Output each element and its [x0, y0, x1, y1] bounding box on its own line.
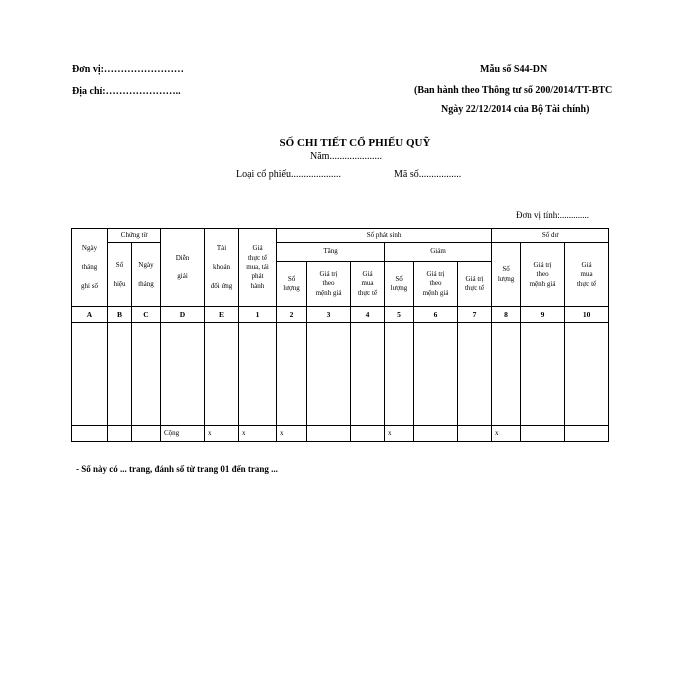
header-decrease-par: Giá trị theo mệnh giá	[414, 261, 458, 307]
header-balance: Số dư	[492, 229, 609, 243]
header-date: Ngày tháng ghi sổ	[72, 229, 108, 307]
col-letter: E	[205, 307, 239, 322]
x-mark: x	[277, 425, 307, 441]
address-label: Địa chỉ:…………………..	[72, 86, 181, 97]
table-cell	[132, 322, 161, 425]
table-cell	[108, 322, 132, 425]
col-letter: 9	[521, 307, 565, 322]
col-letter: B	[108, 307, 132, 322]
x-mark: x	[205, 425, 239, 441]
table-cell	[307, 322, 351, 425]
table-cell	[458, 425, 492, 441]
col-letter: D	[161, 307, 205, 322]
header-decrease: Giảm	[385, 243, 492, 261]
table-cell	[458, 322, 492, 425]
page-title: SỐ CHI TIẾT CỔ PHIẾU QUỸ	[279, 137, 431, 149]
table-row	[72, 322, 609, 425]
table-cell	[277, 322, 307, 425]
issued-by-line: (Ban hành theo Thông tư số 200/2014/TT-BTC	[414, 85, 613, 96]
header-description: Diễn giải	[161, 229, 205, 307]
total-row	[72, 425, 609, 441]
header-decrease-qty: Số lượng	[385, 261, 414, 307]
ledger-table	[71, 228, 609, 442]
table-cell	[351, 322, 385, 425]
table-cell	[414, 322, 458, 425]
table-cell	[307, 425, 351, 441]
x-mark: x	[385, 425, 414, 441]
header-increase-buy: Giá mua thực tế	[351, 261, 385, 307]
code-line: Mã số.................	[394, 169, 462, 180]
header-balance-actual: Giá mua thực tế	[565, 243, 609, 307]
issued-date-line: Ngày 22/12/2014 của Bộ Tài chính)	[441, 104, 590, 115]
x-mark: x	[239, 425, 277, 441]
table-cell	[108, 425, 132, 441]
header-price: Giá thực tế mua, tái phát hành	[239, 229, 277, 307]
header-account: Tài khoản đối ứng	[205, 229, 239, 307]
col-letter: 1	[239, 307, 277, 322]
table-cell	[565, 425, 609, 441]
total-label: Cộng	[161, 425, 205, 441]
col-letter: 4	[351, 307, 385, 322]
col-letter: 2	[277, 307, 307, 322]
table-cell	[239, 322, 277, 425]
table-cell	[351, 425, 385, 441]
col-letter: 5	[385, 307, 414, 322]
table-cell	[161, 322, 205, 425]
header-movement: Số phát sinh	[277, 229, 492, 243]
x-mark: x	[492, 425, 521, 441]
col-letter: 3	[307, 307, 351, 322]
col-letter: 10	[565, 307, 609, 322]
table-cell	[132, 425, 161, 441]
header-increase: Tăng	[277, 243, 385, 261]
year-line: Năm.....................	[310, 151, 382, 162]
col-letter: 7	[458, 307, 492, 322]
footer-note: - Sổ này có ... trang, đánh số từ trang 01 đến trang ...	[76, 464, 278, 474]
header-increase-qty: Số lượng	[277, 261, 307, 307]
currency-unit: Đơn vị tính:.............	[516, 210, 590, 220]
col-letter: 6	[414, 307, 458, 322]
header-decrease-actual: Giá trị thực tế	[458, 261, 492, 307]
header-voucher-no: Số hiệu	[108, 243, 132, 307]
table-cell	[521, 425, 565, 441]
header-balance-qty: Số lượng	[492, 243, 521, 307]
header-balance-par: Giá trị theo mệnh giá	[521, 243, 565, 307]
unit-label: Đơn vị:……………………	[72, 64, 184, 75]
header-voucher-date: Ngày tháng	[132, 243, 161, 307]
table-cell	[492, 322, 521, 425]
header-voucher: Chứng từ	[108, 229, 161, 243]
table-cell	[205, 322, 239, 425]
header-increase-par: Giá trị theo mệnh giá	[307, 261, 351, 307]
table-cell	[72, 322, 108, 425]
col-letter: A	[72, 307, 108, 322]
table-cell	[72, 425, 108, 441]
table-cell	[385, 322, 414, 425]
col-letter: C	[132, 307, 161, 322]
col-letter: 8	[492, 307, 521, 322]
form-code: Mẫu số S44-DN	[480, 64, 548, 75]
stock-type-line: Loại cổ phiếu....................	[236, 169, 341, 180]
table-cell	[414, 425, 458, 441]
table-cell	[565, 322, 609, 425]
table-cell	[521, 322, 565, 425]
